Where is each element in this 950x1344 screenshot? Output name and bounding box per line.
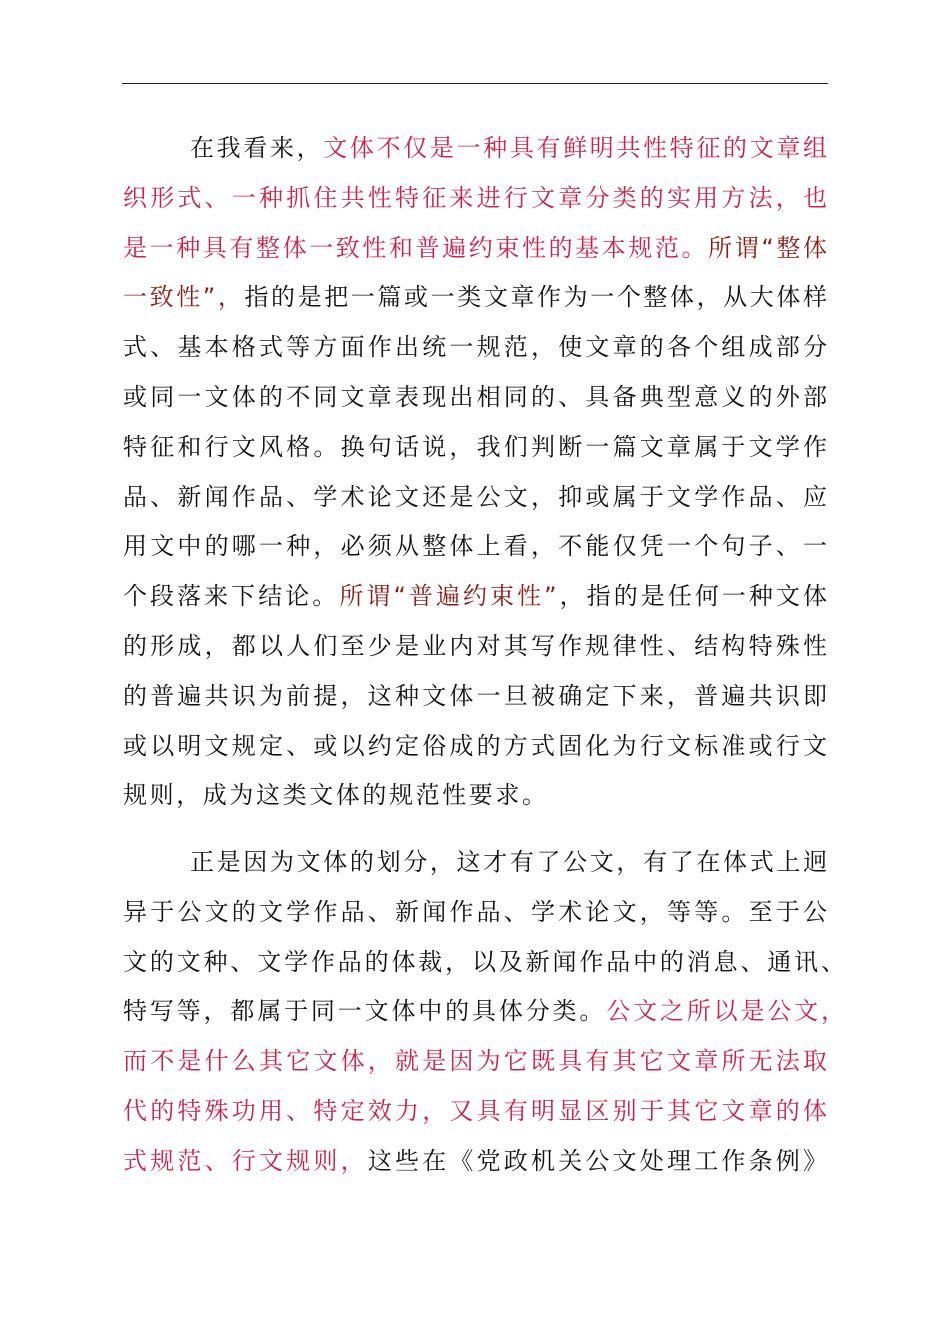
text-segment: 指的是把一篇或一类文章作为一个整体，从大体样	[244, 283, 829, 312]
text-line	[123, 775, 828, 825]
text-line	[123, 526, 828, 576]
text-line	[123, 327, 828, 377]
text-line	[123, 377, 828, 427]
text-line	[123, 477, 828, 527]
text-segment: 个段落来下结论。	[123, 582, 340, 611]
text-segment: 式、基本格式等方面作出统一规范，使文章的各个组成部分	[123, 333, 828, 362]
text-line	[123, 676, 828, 726]
header-rule	[122, 83, 828, 84]
highlighted-text-segment: 一致性”，	[123, 283, 245, 312]
highlighted-text-segment: 代的特殊功用、特定效力，又具有明显区别于其它文章的体	[123, 1096, 828, 1125]
text-segment: 规则，成为这类文体的规范性要求。	[123, 781, 549, 810]
text-segment: 在我看来，	[190, 134, 324, 162]
paragraph-1	[123, 128, 828, 825]
highlighted-text-segment: 所谓“整体	[708, 233, 828, 262]
text-segment: 特征和行文风格。换句话说，我们判断一篇文章属于文学作	[123, 432, 828, 461]
text-line	[123, 1091, 828, 1141]
text-line	[123, 576, 828, 626]
text-line	[123, 277, 828, 327]
highlighted-text-segment: 是一种具有整体一致性和普遍约束性的基本规范。	[123, 233, 709, 262]
highlighted-text-segment: 公文之所以是公文，	[606, 997, 847, 1026]
text-line	[123, 842, 828, 892]
text-segment: 用文中的哪一种，必须从整体上看，不能仅凭一个句子、一	[123, 532, 828, 561]
text-segment: ，指的是任何一种文体	[557, 582, 829, 611]
text-line	[123, 178, 828, 228]
text-segment: 正是因为文体的划分，这才有了公文，有了在体式上迥	[190, 848, 828, 876]
text-segment: 特写等，都属于同一文体中的具体分类。	[123, 997, 607, 1026]
text-line	[123, 1041, 828, 1091]
paragraph-2	[123, 842, 847, 1191]
text-segment: 或同一文体的不同文章表现出相同的、具备典型意义的外部	[123, 382, 828, 411]
text-segment: 文的文种、文学作品的体裁，以及新闻作品中的消息、通讯、	[123, 947, 846, 976]
highlighted-text-segment: 所谓“普遍约束性”	[339, 582, 558, 611]
text-segment: 的普遍共识为前提，这种文体一旦被确定下来，普遍共识即	[123, 681, 828, 710]
text-segment: 品、新闻作品、学术论文还是公文，抑或属于文学作品、应	[123, 482, 828, 511]
text-line	[123, 626, 828, 676]
text-line	[123, 942, 846, 992]
text-segment: 异于公文的文学作品、新闻作品、学术论文，等等。至于公	[123, 897, 828, 926]
text-line	[123, 128, 828, 178]
highlighted-text-segment: 文体不仅是一种具有鲜明共性特征的文章组	[323, 134, 829, 162]
text-line	[123, 726, 828, 776]
text-line	[123, 228, 828, 278]
highlighted-text-segment: 式规范、行文规则，	[123, 1146, 368, 1175]
text-line	[123, 892, 828, 942]
text-line	[123, 427, 828, 477]
highlighted-text-segment: 而不是什么其它文体，就是因为它既具有其它文章所无法取	[123, 1047, 828, 1076]
text-segment: 这些在《党政机关公文处理工作条例》	[367, 1146, 829, 1175]
text-line	[123, 1141, 828, 1191]
highlighted-text-segment: 织形式、一种抓住共性特征来进行文章分类的实用方法，也	[123, 183, 828, 212]
text-line	[123, 991, 846, 1041]
text-segment: 或以明文规定、或以约定俗成的方式固化为行文标准或行文	[123, 731, 828, 760]
text-segment: 的形成，都以人们至少是业内对其写作规律性、结构特殊性	[123, 631, 828, 660]
